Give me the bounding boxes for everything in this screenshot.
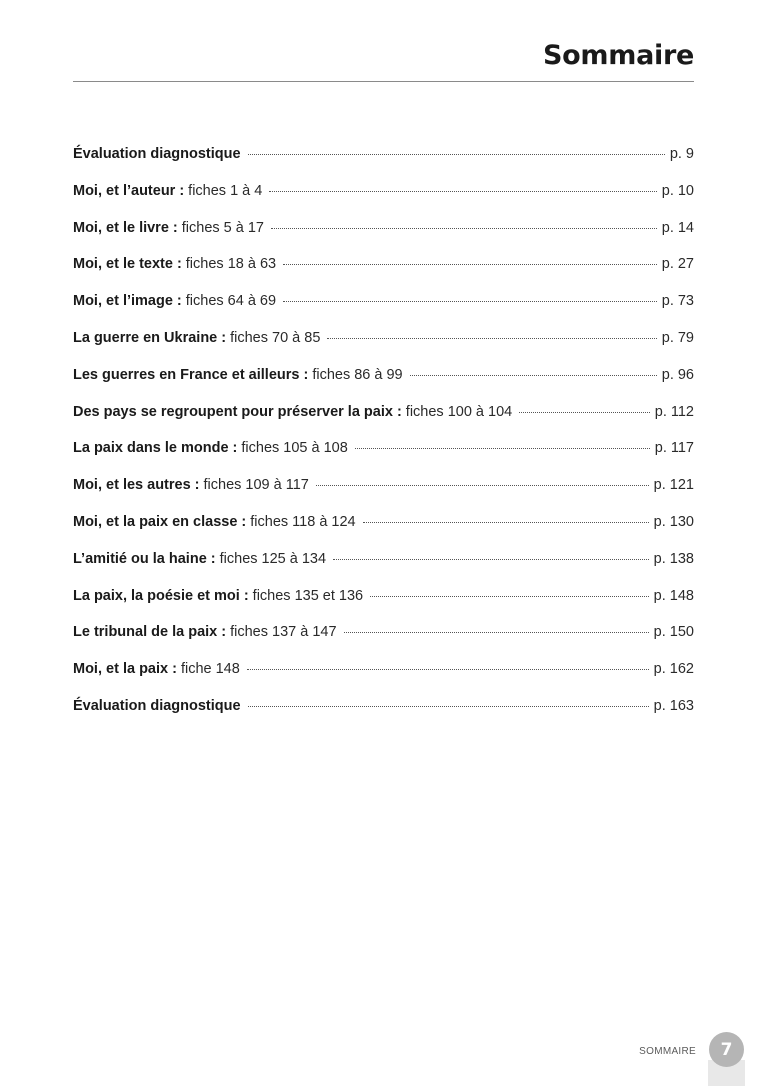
toc-entry-title: Moi, et le texte : xyxy=(73,256,182,273)
toc-entry-detail: fiches 125 à 134 xyxy=(219,550,327,567)
toc-entry-detail: fiches 64 à 69 xyxy=(185,293,277,310)
toc-entry-page: p. 130 xyxy=(653,513,694,530)
dot-leader xyxy=(355,448,650,449)
toc-entry-detail: fiches 135 et 136 xyxy=(252,587,364,604)
page-title: Sommaire xyxy=(543,40,694,71)
dot-leader xyxy=(370,596,649,597)
dot-leader xyxy=(269,191,656,192)
toc-entry-title: Moi, et les autres : xyxy=(73,477,200,494)
toc-entry-title: La paix dans le monde : xyxy=(73,440,238,457)
toc-entry-title: Des pays se regroupent pour préserver la paix : xyxy=(73,403,402,420)
toc-entry-detail: fiches 137 à 147 xyxy=(230,624,337,641)
toc-entry-detail: fiches 70 à 85 xyxy=(230,329,321,346)
toc-entry-page: p. 14 xyxy=(661,219,694,236)
dot-leader xyxy=(410,375,657,376)
toc-entry-title: Moi, et l’image : xyxy=(73,293,182,310)
toc-entry-title: Évaluation diagnostique xyxy=(73,697,241,714)
toc-entry-page: p. 150 xyxy=(653,624,694,641)
toc-entry-detail: fiche 148 xyxy=(180,661,240,678)
toc-entry-title: Moi, et le livre : xyxy=(73,219,178,236)
toc-entry-page: p. 27 xyxy=(661,256,694,273)
page-number-badge: 7 xyxy=(709,1032,744,1067)
toc-entry[interactable] xyxy=(73,698,694,735)
toc-entry-title: Le tribunal de la paix : xyxy=(73,624,227,641)
dot-leader xyxy=(333,559,649,560)
toc-entry[interactable] xyxy=(73,588,694,625)
toc-entry-title: La guerre en Ukraine : xyxy=(73,329,227,346)
toc-entry-page: p. 79 xyxy=(661,329,694,346)
toc-entry-title: L’amitié ou la haine : xyxy=(73,550,216,567)
toc-entry-page: p. 148 xyxy=(653,587,694,604)
toc-entry-detail: fiches 5 à 17 xyxy=(181,219,264,236)
dot-leader xyxy=(283,301,657,302)
dot-leader xyxy=(327,338,656,339)
toc-entry-title: Moi, et la paix : xyxy=(73,661,177,678)
toc-entry-detail: fiches 18 à 63 xyxy=(185,256,277,273)
toc-entry-page: p. 96 xyxy=(661,366,694,383)
toc-entry[interactable] xyxy=(73,183,694,220)
dot-leader xyxy=(248,154,665,155)
toc-entry[interactable] xyxy=(73,477,694,514)
toc-entry-title: Moi, et la paix en classe : xyxy=(73,513,247,530)
toc-entry[interactable] xyxy=(73,404,694,441)
footer-section-label: SOMMAIRE xyxy=(639,1046,696,1057)
toc-entry-page: p. 138 xyxy=(653,550,694,567)
toc-entry-page: p. 112 xyxy=(654,403,694,420)
dot-leader xyxy=(316,485,649,486)
toc-entry-title: Évaluation diagnostique xyxy=(73,146,241,162)
toc-entry-title: La paix, la poésie et moi : xyxy=(73,587,249,604)
toc-entry[interactable] xyxy=(73,293,694,330)
toc-entry-page: p. 117 xyxy=(654,440,694,457)
toc-entry[interactable] xyxy=(73,220,694,257)
toc-entry-detail: fiches 105 à 108 xyxy=(241,440,348,457)
toc-entry[interactable] xyxy=(73,624,694,661)
toc-entry-title: Moi, et l’auteur : xyxy=(73,182,185,199)
toc-entry[interactable] xyxy=(73,367,694,404)
toc-entry-page: p. 121 xyxy=(653,477,694,494)
dot-leader xyxy=(344,632,649,633)
toc-entry-detail: fiches 109 à 117 xyxy=(203,477,309,494)
toc-entry-detail: fiches 1 à 4 xyxy=(188,182,263,199)
toc-entry[interactable] xyxy=(73,551,694,588)
toc-entry[interactable] xyxy=(73,661,694,698)
toc-entry-page: p. 9 xyxy=(669,146,694,162)
toc-entry[interactable] xyxy=(73,330,694,367)
dot-leader xyxy=(519,412,650,413)
table-of-contents xyxy=(73,146,694,735)
toc-entry[interactable] xyxy=(73,440,694,477)
toc-entry[interactable] xyxy=(73,146,694,183)
toc-entry-detail: fiches 100 à 104 xyxy=(405,403,513,420)
toc-entry[interactable] xyxy=(73,514,694,551)
toc-entry-page: p. 10 xyxy=(661,182,694,199)
dot-leader xyxy=(363,522,649,523)
toc-entry-page: p. 163 xyxy=(653,697,694,714)
dot-leader xyxy=(248,706,649,707)
toc-entry-detail: fiches 86 à 99 xyxy=(312,366,403,383)
dot-leader xyxy=(283,264,657,265)
title-divider xyxy=(73,81,694,82)
toc-entry-title: Les guerres en France et ailleurs : xyxy=(73,366,309,383)
toc-entry-page: p. 73 xyxy=(661,293,694,310)
toc-entry-page: p. 162 xyxy=(653,661,694,678)
dot-leader xyxy=(247,669,649,670)
toc-entry-detail: fiches 118 à 124 xyxy=(250,513,356,530)
toc-entry[interactable] xyxy=(73,256,694,293)
dot-leader xyxy=(271,228,657,229)
